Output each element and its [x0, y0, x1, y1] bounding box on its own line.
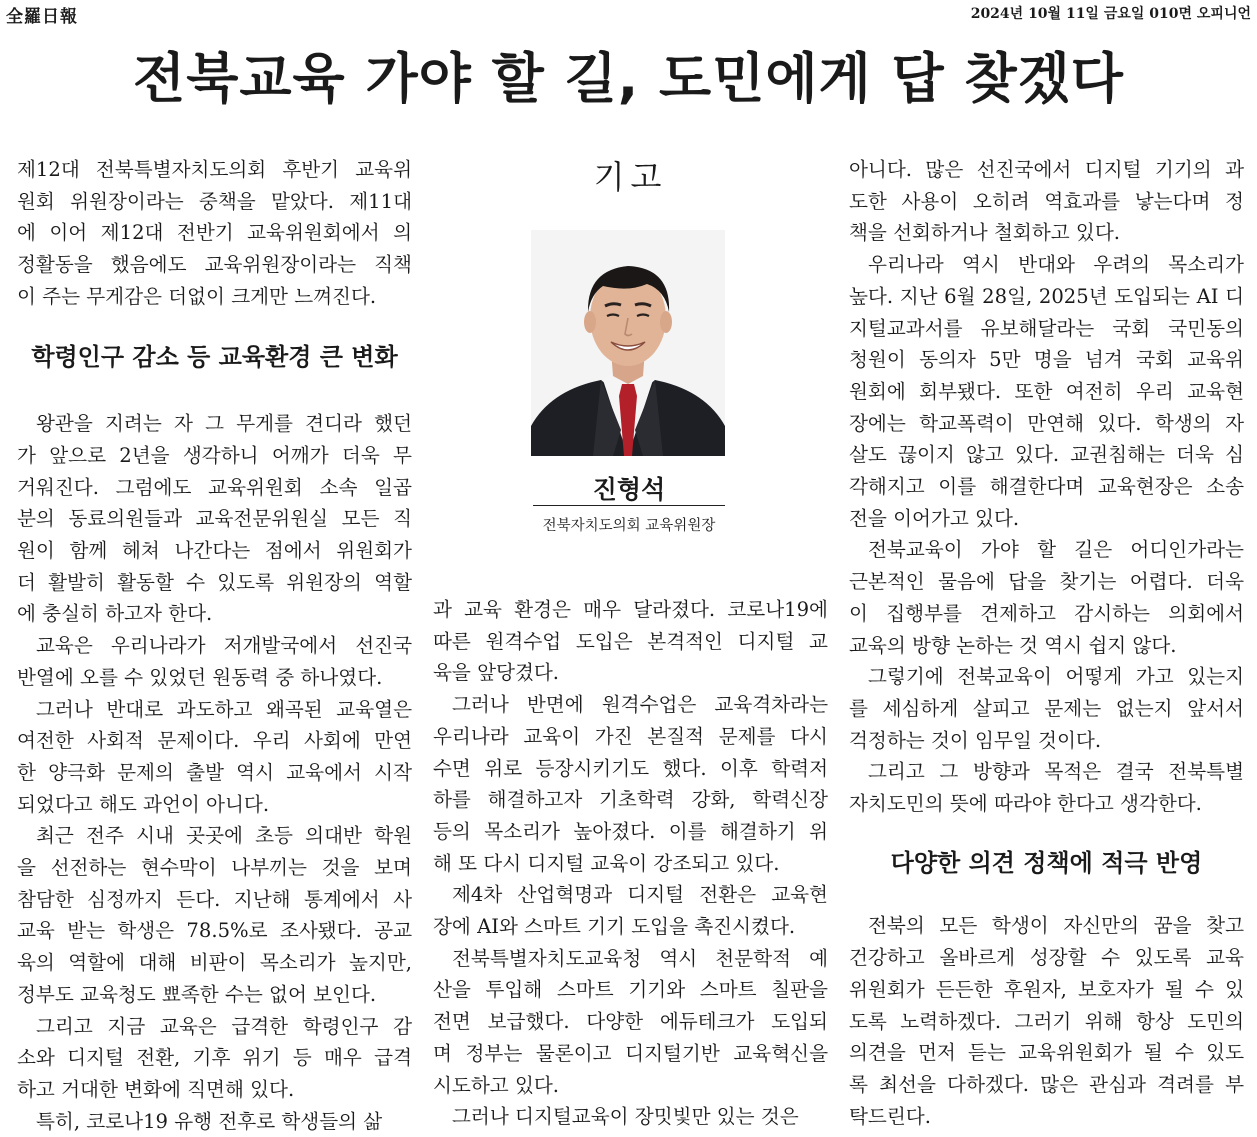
article-line: 정부도 교육청도 뾰족한 수는 없어 보인다.: [17, 982, 377, 1006]
article-line: 하고 거대한 변화에 직면해 있다.: [17, 1077, 295, 1101]
article-line: 수면 위로 등장시키기도 했다. 이후 학력저: [433, 756, 828, 780]
article-line: 육을 앞당겼다.: [433, 661, 560, 685]
newspaper-masthead: 全羅日報: [6, 7, 78, 27]
article-line: 거워진다. 그럼에도 교육위원회 소속 일곱: [17, 475, 412, 499]
article-line: 의견을 먼저 듣는 교육위원회가 될 수 있도: [849, 1041, 1244, 1065]
dateline: 2024년 10월 11일 금요일 010면 오피니언: [970, 6, 1251, 22]
article-line: 교육 받는 학생은 78.5%로 조사됐다. 공교: [17, 919, 412, 943]
article-paragraph: [17, 154, 412, 313]
article-paragraph: [433, 879, 828, 942]
article-line: 전북의 모든 학생이 자신만의 꿈을 찾고: [868, 914, 1244, 938]
article-line: 되었다고 해도 과언이 아니다.: [17, 792, 270, 816]
article-line: 살도 끊이지 않고 있다. 교권침해는 더욱 심: [849, 443, 1244, 467]
article-paragraph: [433, 943, 828, 1102]
article-line: 가 앞으로 2년을 생각하니 어깨가 더욱 무: [17, 443, 412, 467]
article-paragraph: [17, 694, 412, 821]
article-paragraph: [17, 1106, 412, 1137]
article-line: 전면 보급했다. 다양한 에듀테크가 도입되: [433, 1010, 828, 1034]
article-column-1: [17, 154, 412, 1137]
article-line: 위원회가 든든한 후원자, 보호자가 될 수 있: [849, 977, 1244, 1001]
article-line: 그러나 반대로 과도하고 왜곡된 교육열은: [36, 697, 412, 721]
section-kicker: 기고: [593, 158, 668, 196]
article-paragraph: [849, 249, 1244, 534]
article-line: 도한 사용이 오히려 역효과를 낳는다며 정: [849, 189, 1244, 213]
article-paragraph: [17, 408, 412, 630]
article-column-3: [849, 154, 1244, 1132]
article-line: 여전한 사회적 문제이다. 우리 사회에 만연: [17, 729, 412, 753]
article-line: 왕관을 지려는 자 그 무게를 견디라 했던: [36, 412, 412, 436]
article-line: 해 또 다시 디지털 교육이 강조되고 있다.: [433, 851, 780, 875]
article-line: 높다. 지난 6월 28일, 2025년 도입되는 AI 디: [849, 284, 1244, 308]
article-line: 를 세심하게 살피고 문제는 없는지 앞서서: [849, 696, 1244, 720]
article-paragraph: [849, 756, 1244, 819]
article-line: 특히, 코로나19 유행 전후로 학생들의 삶: [36, 1109, 383, 1133]
author-photo: [531, 230, 725, 456]
article-line: 각해지고 이를 해결한다며 교육현장은 소송: [849, 475, 1244, 499]
article-line: 아니다. 많은 선진국에서 디지털 기기의 과: [849, 158, 1244, 181]
article-line: 도록 노력하겠다. 그러기 위해 항상 도민의: [849, 1009, 1244, 1033]
article-line: 건강하고 올바르게 성장할 수 있도록 교육: [849, 946, 1244, 970]
section-subhead: 다양한 의견 정책에 적극 반영: [890, 848, 1203, 877]
article-line: 탁드린다.: [849, 1104, 931, 1128]
article-line: 전을 이어가고 있다.: [849, 506, 1020, 530]
article-line: 원이 함께 헤쳐 나간다는 점에서 위원회가: [17, 539, 412, 563]
article-line: 책을 선회하거나 철회하고 있다.: [849, 221, 1120, 245]
article-line: 산을 투입해 스마트 기기와 스마트 칠판을: [433, 978, 828, 1002]
article-line: 우리나라 역시 반대와 우려의 목소리가: [868, 253, 1244, 277]
article-line: 제4차 산업혁명과 디지털 전환은 교육현: [452, 883, 828, 907]
article-line: 시도하고 있다.: [433, 1073, 560, 1097]
article-line: 원회에 회부됐다. 또한 여전히 우리 교육현: [849, 379, 1244, 403]
section-subhead: 학령인구 감소 등 교육환경 큰 변화: [31, 342, 398, 371]
article-line: 그러나 반면에 원격수업은 교육격차라는: [452, 693, 828, 717]
article-line: 한 양극화 문제의 출발 역시 교육에서 시작: [17, 760, 412, 784]
article-line: 며 정부는 물론이고 디지털기반 교육혁신을: [433, 1041, 828, 1065]
article-paragraph: [849, 661, 1244, 756]
article-line: 전북특별자치도교육청 역시 천문학적 예: [452, 946, 828, 970]
article-line: 장에 AI와 스마트 기기 도입을 촉진시켰다.: [433, 915, 796, 939]
article-line: 등의 목소리가 높아졌다. 이를 해결하기 위: [433, 819, 828, 843]
article-line: 교육은 우리나라가 저개발국에서 선진국: [36, 634, 412, 658]
author-title: 전북자치도의회 교육위원장: [542, 518, 716, 534]
article-line: 에 충실히 하고자 한다.: [17, 602, 213, 626]
headline: 전북교육 가야 할 길, 도민에게 답 찾겠다: [133, 47, 1124, 110]
article-line: 록 최선을 다하겠다. 많은 관심과 격려를 부: [849, 1072, 1244, 1096]
article-line: 걱정하는 것이 임무일 것이다.: [849, 728, 1102, 752]
article-paragraph: [17, 1011, 412, 1106]
article-line: 따른 원격수업 도입은 본격적인 디지털 교: [433, 629, 828, 653]
author-name: 진형석: [592, 475, 666, 504]
article-paragraph: [17, 820, 412, 1010]
article-line: 에 이어 제12대 전반기 교육위원회에서 의: [17, 221, 412, 245]
article-line: 육의 역할에 대해 비판이 목소리가 높지만,: [17, 951, 412, 975]
author-divider: [533, 505, 725, 506]
article-column-2: [433, 594, 828, 1133]
article-paragraph: [433, 594, 828, 689]
article-line: 전북교육이 가야 할 길은 어디인가라는: [868, 538, 1244, 562]
article-line: 최근 전주 시내 곳곳에 초등 의대반 학원: [36, 824, 412, 848]
article-line: 반열에 오를 수 있었던 원동력 중 하나였다.: [17, 665, 383, 689]
article-line: 더 활발히 활동할 수 있도록 위원장의 역할: [17, 570, 412, 594]
article-line: 청원이 동의자 5만 명을 넘겨 국회 교육위: [849, 348, 1244, 372]
article-line: 교육의 방향 논하는 것 역시 쉽지 않다.: [849, 633, 1177, 657]
article-paragraph: [849, 154, 1244, 249]
article-line: 장에는 학교폭력이 만연해 있다. 학생의 자: [849, 411, 1244, 435]
article-line: 그렇기에 전북교육이 어떻게 가고 있는지: [868, 665, 1244, 689]
article-line: 우리나라 교육이 가진 본질적 문제를 다시: [433, 724, 828, 748]
article-line: 이 집행부를 견제하고 감시하는 의회에서: [849, 601, 1244, 625]
article-paragraph: [849, 534, 1244, 661]
article-paragraph: [433, 1101, 828, 1133]
article-line: 정활동을 했음에도 교육위원장이라는 직책: [17, 253, 412, 277]
article-line: 근본적인 물음에 답을 찾기는 어렵다. 더욱: [849, 570, 1244, 594]
article-line: 하를 해결하고자 기초학력 강화, 학력신장: [433, 788, 828, 812]
article-paragraph: [849, 910, 1244, 1132]
article-paragraph: [17, 630, 412, 693]
article-line: 그리고 지금 교육은 급격한 학령인구 감: [36, 1014, 412, 1038]
article-line: 이 주는 무게감은 더없이 크게만 느껴진다.: [17, 284, 377, 308]
article-line: 원회 위원장이라는 중책을 맡았다. 제11대: [17, 189, 412, 213]
article-line: 자치도민의 뜻에 따라야 한다고 생각한다.: [849, 792, 1202, 816]
article-line: 지털교과서를 유보해달라는 국회 국민동의: [849, 316, 1244, 340]
article-line: 참담한 심정까지 든다. 지난해 통계에서 사: [17, 887, 412, 911]
article-line: 소와 디지털 전환, 기후 위기 등 매우 급격: [17, 1046, 412, 1070]
article-paragraph: [433, 689, 828, 879]
author-portrait-image: [531, 230, 725, 456]
article-line: 그러나 디지털교육이 장밋빛만 있는 것은: [452, 1105, 799, 1129]
article-line: 제12대 전북특별자치도의회 후반기 교육위: [17, 158, 412, 181]
article-line: 그리고 그 방향과 목적은 결국 전북특별: [868, 760, 1244, 784]
article-line: 을 선전하는 현수막이 나부끼는 것을 보며: [17, 856, 412, 880]
article-line: 과 교육 환경은 매우 달라졌다. 코로나19에: [433, 598, 828, 621]
article-line: 분의 동료의원들과 교육전문위원실 모든 직: [17, 507, 412, 531]
